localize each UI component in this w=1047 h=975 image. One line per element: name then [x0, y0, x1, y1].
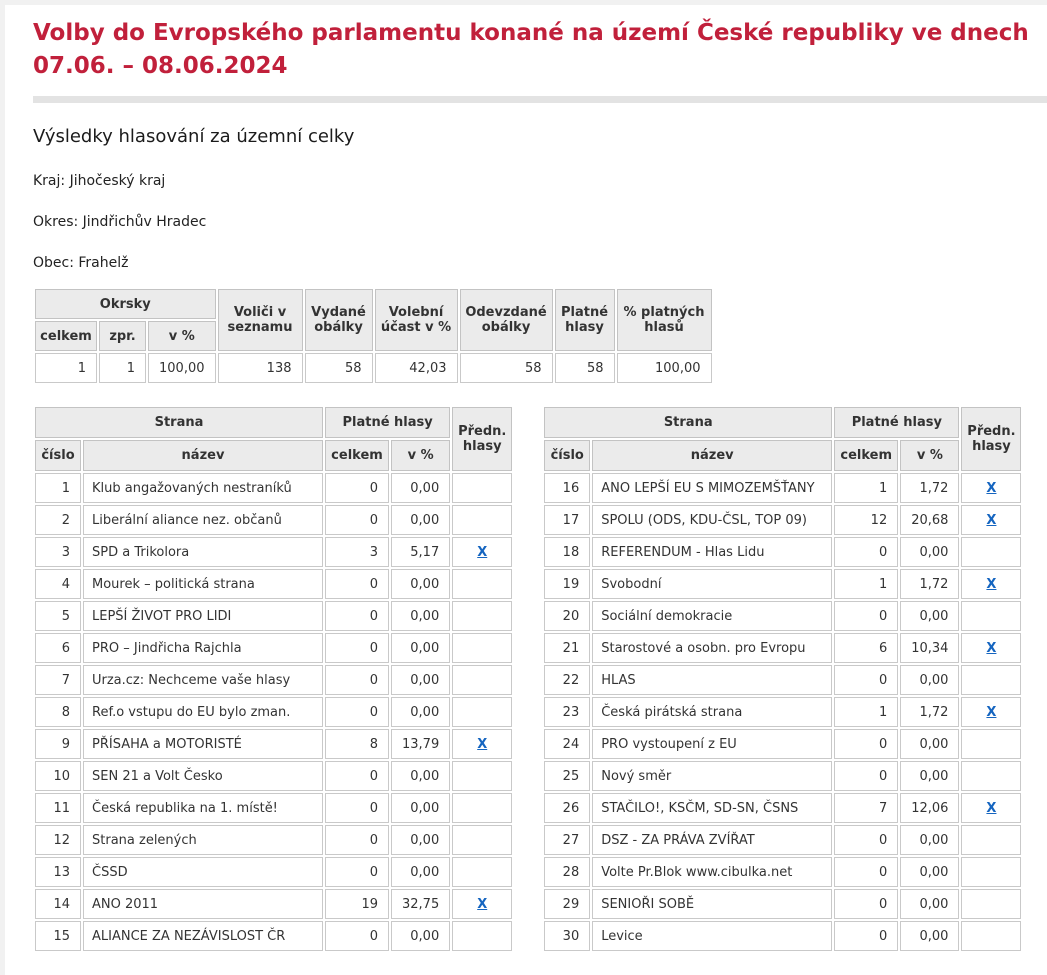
party-name-cell: ANO 2011	[83, 889, 323, 919]
party-pref-cell	[961, 921, 1021, 951]
party-pct-cell: 0,00	[391, 825, 450, 855]
party-number-cell: 22	[544, 665, 590, 695]
party-pref-cell	[452, 473, 512, 503]
party-total-cell: 1	[834, 697, 898, 727]
party-pref-cell	[961, 505, 1021, 535]
party-pref-cell	[961, 729, 1021, 759]
header-v-pct: v %	[391, 440, 450, 471]
summary-data-row	[35, 353, 712, 383]
party-name-cell: Ref.o vstupu do EU bylo zman.	[83, 697, 323, 727]
party-row	[544, 697, 1021, 727]
party-pct-cell: 0,00	[391, 473, 450, 503]
party-number-cell: 9	[35, 729, 81, 759]
party-total-cell: 0	[834, 537, 898, 567]
party-pref-cell	[961, 665, 1021, 695]
party-total-cell: 1	[834, 473, 898, 503]
party-number-cell: 25	[544, 761, 590, 791]
party-row	[35, 793, 512, 823]
party-total-cell: 0	[325, 697, 389, 727]
party-table-left	[33, 405, 514, 953]
okrsky-sub-v-pct: v %	[148, 321, 216, 351]
party-pref-cell	[452, 665, 512, 695]
party-row	[35, 761, 512, 791]
pref-votes-link[interactable]: X	[477, 736, 488, 752]
header-vydane-obalky: Vydané obálky	[305, 289, 373, 351]
party-name-cell: ANO LEPŠÍ EU S MIMOZEMŠŤANY	[592, 473, 832, 503]
summary-cell-ucast: 42,03	[375, 353, 458, 383]
party-name-cell: Česká republika na 1. místě!	[83, 793, 323, 823]
party-total-cell: 6	[834, 633, 898, 663]
header-v-pct: v %	[900, 440, 959, 471]
party-header-row-2	[544, 440, 1021, 471]
party-header-row-2	[35, 440, 512, 471]
party-name-cell: ALIANCE ZA NEZÁVISLOST ČR	[83, 921, 323, 951]
party-pref-cell	[961, 473, 1021, 503]
party-pct-cell: 0,00	[900, 889, 959, 919]
party-row	[544, 793, 1021, 823]
party-total-cell: 0	[325, 633, 389, 663]
party-row	[35, 473, 512, 503]
party-pref-cell	[961, 889, 1021, 919]
party-total-cell: 0	[325, 793, 389, 823]
party-pref-cell	[452, 921, 512, 951]
info-line-okres	[33, 214, 1047, 230]
header-volebni-ucast: Volební účast v %	[375, 289, 458, 351]
party-number-cell: 16	[544, 473, 590, 503]
summary-cell-vydane-obalky: 58	[305, 353, 373, 383]
page-title-line2: 07.06. – 08.06.2024	[33, 53, 288, 79]
party-header-row-1	[544, 407, 1021, 438]
party-number-cell: 3	[35, 537, 81, 567]
okrsky-header: Okrsky	[35, 289, 216, 319]
party-pct-cell: 0,00	[391, 761, 450, 791]
party-name-cell: Mourek – politická strana	[83, 569, 323, 599]
party-pct-cell: 0,00	[391, 665, 450, 695]
party-name-cell: DSZ - ZA PRÁVA ZVÍŘAT	[592, 825, 832, 855]
party-row	[544, 537, 1021, 567]
party-pref-cell	[961, 537, 1021, 567]
info-label: Kraj:	[33, 173, 66, 189]
header-platne-hlasy: Platné hlasy	[325, 407, 450, 438]
party-row	[544, 505, 1021, 535]
party-pct-cell: 0,00	[900, 761, 959, 791]
pref-votes-link[interactable]: X	[986, 704, 997, 720]
party-pct-cell: 0,00	[900, 921, 959, 951]
party-pref-cell	[961, 569, 1021, 599]
info-line-obec	[33, 255, 1047, 271]
summary-header-row-1	[35, 289, 712, 319]
header-pct-platnych-hlasu: % platných hlasů	[617, 289, 712, 351]
party-row	[35, 633, 512, 663]
party-pct-cell: 0,00	[391, 857, 450, 887]
party-row	[544, 825, 1021, 855]
party-name-cell: SENIOŘI SOBĚ	[592, 889, 832, 919]
info-label: Obec:	[33, 255, 74, 271]
party-number-cell: 13	[35, 857, 81, 887]
party-pref-cell	[961, 697, 1021, 727]
section-title: Výsledky hlasování za územní celky	[33, 126, 355, 147]
party-number-cell: 19	[544, 569, 590, 599]
party-row	[35, 601, 512, 631]
party-number-cell: 5	[35, 601, 81, 631]
party-name-cell: Starostové a osobn. pro Evropu	[592, 633, 832, 663]
party-pct-cell: 20,68	[900, 505, 959, 535]
party-row	[544, 857, 1021, 887]
pref-votes-link[interactable]: X	[986, 512, 997, 528]
party-pct-cell: 12,06	[900, 793, 959, 823]
party-number-cell: 20	[544, 601, 590, 631]
party-number-cell: 10	[35, 761, 81, 791]
party-number-cell: 26	[544, 793, 590, 823]
pref-votes-link[interactable]: X	[986, 480, 997, 496]
party-pref-cell	[452, 633, 512, 663]
party-number-cell: 11	[35, 793, 81, 823]
party-pct-cell: 0,00	[391, 633, 450, 663]
party-total-cell: 0	[325, 601, 389, 631]
party-total-cell: 0	[834, 665, 898, 695]
party-name-cell: Svobodní	[592, 569, 832, 599]
header-volici-v-seznamu: Voliči v seznamu	[218, 289, 303, 351]
party-name-cell: REFERENDUM - Hlas Lidu	[592, 537, 832, 567]
header-celkem: celkem	[325, 440, 389, 471]
party-pct-cell: 32,75	[391, 889, 450, 919]
party-name-cell: Strana zelených	[83, 825, 323, 855]
party-pct-cell: 10,34	[900, 633, 959, 663]
party-number-cell: 14	[35, 889, 81, 919]
party-header-row-1	[35, 407, 512, 438]
info-value: Frahelž	[78, 255, 129, 271]
party-pref-cell	[961, 793, 1021, 823]
party-name-cell: Sociální demokracie	[592, 601, 832, 631]
header-nazev: název	[83, 440, 323, 471]
pref-votes-link[interactable]: X	[986, 576, 997, 592]
summary-cell-okrsky-celkem: 1	[35, 353, 97, 383]
party-name-cell: STAČILO!, KSČM, SD-SN, ČSNS	[592, 793, 832, 823]
party-number-cell: 17	[544, 505, 590, 535]
summary-cell-platne-hlasy: 58	[555, 353, 615, 383]
party-total-cell: 8	[325, 729, 389, 759]
party-name-cell: SPOLU (ODS, KDU-ČSL, TOP 09)	[592, 505, 832, 535]
party-total-cell: 0	[834, 921, 898, 951]
party-row	[35, 569, 512, 599]
party-pct-cell: 0,00	[900, 825, 959, 855]
party-name-cell: Česká pirátská strana	[592, 697, 832, 727]
party-number-cell: 23	[544, 697, 590, 727]
party-total-cell: 0	[325, 569, 389, 599]
party-number-cell: 24	[544, 729, 590, 759]
party-name-cell: Liberální aliance nez. občanů	[83, 505, 323, 535]
party-total-cell: 0	[834, 729, 898, 759]
okrsky-sub-zpr: zpr.	[99, 321, 146, 351]
party-row	[544, 665, 1021, 695]
party-total-cell: 0	[325, 665, 389, 695]
summary-cell-volici: 138	[218, 353, 303, 383]
party-total-cell: 0	[834, 857, 898, 887]
party-total-cell: 3	[325, 537, 389, 567]
party-number-cell: 1	[35, 473, 81, 503]
party-row	[35, 505, 512, 535]
party-number-cell: 15	[35, 921, 81, 951]
info-line-kraj	[33, 173, 1047, 189]
territory-info	[33, 173, 1047, 271]
party-pct-cell: 13,79	[391, 729, 450, 759]
party-pref-cell	[452, 825, 512, 855]
header-predn-hlasy: Předn. hlasy	[961, 407, 1021, 471]
header-celkem: celkem	[834, 440, 898, 471]
party-pref-cell	[452, 857, 512, 887]
party-number-cell: 12	[35, 825, 81, 855]
info-label: Okres:	[33, 214, 79, 230]
party-pref-cell	[961, 601, 1021, 631]
party-total-cell: 12	[834, 505, 898, 535]
party-total-cell: 0	[325, 921, 389, 951]
info-value: Jindřichův Hradec	[82, 214, 207, 230]
party-pref-cell	[961, 761, 1021, 791]
party-pref-cell	[961, 633, 1021, 663]
party-pct-cell: 1,72	[900, 697, 959, 727]
party-pct-cell: 0,00	[391, 697, 450, 727]
header-predn-hlasy: Předn. hlasy	[452, 407, 512, 471]
header-odevzdane-obalky: Odevzdané obálky	[460, 289, 553, 351]
party-name-cell: Klub angažovaných nestraníků	[83, 473, 323, 503]
party-number-cell: 4	[35, 569, 81, 599]
party-row	[35, 697, 512, 727]
party-number-cell: 2	[35, 505, 81, 535]
party-row	[35, 825, 512, 855]
party-row	[544, 889, 1021, 919]
party-total-cell: 1	[834, 569, 898, 599]
party-total-cell: 0	[325, 473, 389, 503]
party-total-cell: 0	[834, 761, 898, 791]
party-total-cell: 0	[325, 505, 389, 535]
party-row	[544, 473, 1021, 503]
pref-votes-link[interactable]: X	[986, 640, 997, 656]
party-pct-cell: 1,72	[900, 473, 959, 503]
summary-cell-okrsky-pct: 100,00	[148, 353, 216, 383]
pref-votes-link[interactable]: X	[477, 544, 488, 560]
party-number-cell: 6	[35, 633, 81, 663]
page-top-edge	[0, 0, 1047, 5]
party-name-cell: Levice	[592, 921, 832, 951]
party-number-cell: 18	[544, 537, 590, 567]
header-cislo: číslo	[544, 440, 590, 471]
party-name-cell: ČSSD	[83, 857, 323, 887]
party-row	[35, 889, 512, 919]
party-row	[544, 729, 1021, 759]
party-row	[35, 665, 512, 695]
party-pct-cell: 0,00	[391, 793, 450, 823]
party-name-cell: SPD a Trikolora	[83, 537, 323, 567]
summary-cell-pct-platnych: 100,00	[617, 353, 712, 383]
page-title	[33, 17, 1038, 83]
party-name-cell: Volte Pr.Blok www.cibulka.net	[592, 857, 832, 887]
summary-cell-okrsky-zpr: 1	[99, 353, 146, 383]
header-platne-hlasy: Platné hlasy	[834, 407, 959, 438]
party-table-right	[542, 405, 1023, 953]
summary-cell-odevzdane-obalky: 58	[460, 353, 553, 383]
party-name-cell: HLAS	[592, 665, 832, 695]
party-row	[35, 537, 512, 567]
party-pct-cell: 5,17	[391, 537, 450, 567]
party-row	[544, 921, 1021, 951]
party-pref-cell	[452, 601, 512, 631]
party-pref-cell	[961, 825, 1021, 855]
pref-votes-link[interactable]: X	[986, 800, 997, 816]
party-total-cell: 0	[325, 857, 389, 887]
header-nazev: název	[592, 440, 832, 471]
party-total-cell: 7	[834, 793, 898, 823]
party-pref-cell	[452, 729, 512, 759]
party-pref-cell	[452, 761, 512, 791]
summary-table	[33, 287, 714, 385]
party-name-cell: PRO – Jindřicha Rajchla	[83, 633, 323, 663]
header-cislo: číslo	[35, 440, 81, 471]
party-name-cell: PRO vystoupení z EU	[592, 729, 832, 759]
party-name-cell: PŘÍSAHA a MOTORISTÉ	[83, 729, 323, 759]
party-pct-cell: 0,00	[900, 665, 959, 695]
party-pref-cell	[452, 569, 512, 599]
party-pref-cell	[452, 537, 512, 567]
party-pct-cell: 0,00	[900, 601, 959, 631]
party-total-cell: 0	[325, 825, 389, 855]
party-pct-cell: 0,00	[900, 857, 959, 887]
party-name-cell: Nový směr	[592, 761, 832, 791]
pref-votes-link[interactable]: X	[477, 896, 488, 912]
party-tables	[33, 405, 1047, 953]
party-row	[544, 601, 1021, 631]
info-value: Jihočeský kraj	[69, 173, 166, 189]
party-name-cell: Urza.cz: Nechceme vaše hlasy	[83, 665, 323, 695]
party-number-cell: 27	[544, 825, 590, 855]
party-total-cell: 19	[325, 889, 389, 919]
header-strana: Strana	[544, 407, 832, 438]
party-pct-cell: 0,00	[391, 505, 450, 535]
party-pct-cell: 0,00	[391, 569, 450, 599]
page-left-edge	[0, 0, 5, 975]
party-row	[544, 569, 1021, 599]
party-pct-cell: 0,00	[391, 921, 450, 951]
party-number-cell: 7	[35, 665, 81, 695]
party-pref-cell	[452, 889, 512, 919]
party-number-cell: 28	[544, 857, 590, 887]
party-total-cell: 0	[325, 761, 389, 791]
page-title-line1: Volby do Evropského parlamentu konané na území České republiky ve dnech	[33, 20, 1029, 46]
party-total-cell: 0	[834, 601, 898, 631]
party-row	[544, 633, 1021, 663]
party-row	[35, 857, 512, 887]
party-total-cell: 0	[834, 825, 898, 855]
party-row	[35, 729, 512, 759]
okrsky-sub-celkem: celkem	[35, 321, 97, 351]
party-pct-cell: 1,72	[900, 569, 959, 599]
party-pref-cell	[961, 857, 1021, 887]
party-pref-cell	[452, 697, 512, 727]
party-total-cell: 0	[834, 889, 898, 919]
party-pref-cell	[452, 793, 512, 823]
party-pct-cell: 0,00	[900, 537, 959, 567]
party-row	[35, 921, 512, 951]
party-number-cell: 30	[544, 921, 590, 951]
party-pct-cell: 0,00	[900, 729, 959, 759]
party-pct-cell: 0,00	[391, 601, 450, 631]
party-number-cell: 8	[35, 697, 81, 727]
party-number-cell: 21	[544, 633, 590, 663]
party-name-cell: LEPŠÍ ŽIVOT PRO LIDI	[83, 601, 323, 631]
party-name-cell: SEN 21 a Volt Česko	[83, 761, 323, 791]
party-number-cell: 29	[544, 889, 590, 919]
title-divider	[33, 96, 1047, 103]
header-strana: Strana	[35, 407, 323, 438]
party-pref-cell	[452, 505, 512, 535]
header-platne-hlasy: Platné hlasy	[555, 289, 615, 351]
party-row	[544, 761, 1021, 791]
